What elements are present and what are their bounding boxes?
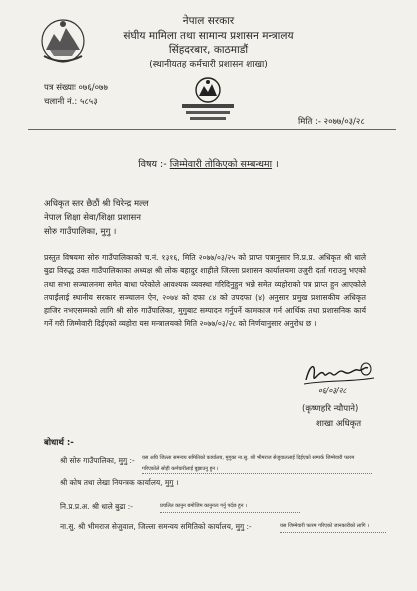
letterhead-line-2: संघीय मामिला तथा सामान्य प्रशासन मन्त्रालय [123, 30, 294, 42]
cc-heading: बोधार्थ :- [44, 438, 74, 448]
subject-value: जिम्मेवारी तोकिएको सम्बन्धमा [169, 159, 273, 170]
dispatch-number: चलानी नं.: ५८५३ [44, 97, 98, 107]
cc-item-1-note: यस अघि जिल्ला समन्वय समितिको कार्यालय, मुगुका ना.सु. श्री भीमराज सेजुवाललाई दिईएको सम्पर्क जिम्मेवारी फारम [142, 455, 355, 461]
cc-item-1-note-2: गरिएकोले सोही कर्मचारीलाई बुझाउनु हुन । [142, 466, 219, 472]
cc-item-2: श्री कोष तथा लेखा नियन्त्रक कार्यालय, मुगु । [60, 478, 179, 487]
letterhead-line-3: सिंहदरबार, काठमाडौं [168, 44, 249, 56]
cc-item-1: श्री सोरु गाउँपालिका, मुगु :- [60, 456, 135, 465]
cc-item-4-underline [280, 531, 386, 533]
header-divider [28, 129, 396, 130]
cc-item-3-note: प्रचलित कानुन बमोजिम कानुनतः गर्नु पर्दछ हुन । [160, 503, 247, 509]
letterhead-line-4: (स्थानीयतह कर्मचारी प्रशासन शाखा) [149, 60, 268, 70]
addressee-line-2: नेपाल शिक्षा सेवा/शिक्षा प्रशासन [44, 213, 141, 223]
letter-body: प्रस्तुत विषयमा सोरु गाउँपालिकाको च.नं. १३१६, मिति २०७७/०३/२५ को प्राप्त पत्रानुसार नि.प्र.प्र. अधिकृत श्री धाले बुढा विरुद्ध उक्त गाउँपालिकाका अध्यक्ष श्री लोक बहादुर शाहीले जिल्ला प्रशासन कार्यालयमा उजुरी दर्ता गराउनु भएको तथा सभा सञ्चालनमा समेत बाधा परेकोले आवश्यक व्यवस्था गरिदिनुहुन भन्ने समेत व्यहोराको पत्र प्राप्त हुन आएकोले तपाईंलाई स्थानीय सरकार सञ्चालन ऐन, २०७४ को दफा ८४ को उपदफा (४) अनुसार प्रमुख प्रशासकीय अधिकृत हाजिर नभएसम्मको लागि श्री सोरु गाउँपालिका, मुगुबाट सम्पादन गर्नुपर्ने कामकाज गर्न आर्थिक तथा प्रशासनिक कार्य गर्ने गरी जिम्मेवारी दिईएको व्यहोरा यस मन्त्रालयको मिति २०७७/०३/२८ को निर्णयानुसार अनुरोध छ । [44, 253, 366, 329]
letterhead-line-1: नेपाल सरकार [182, 15, 235, 27]
office-stamp-icon [180, 76, 236, 122]
letter-number: पत्र संख्याः ०७६/०७७ [44, 83, 108, 93]
subject-line [0, 157, 417, 170]
signatory-name: (कृष्णहरि न्यौपाने) [302, 404, 359, 414]
cc-item-3: नि.प्र.प्र.अ. श्री धाले बुढा :- [60, 502, 133, 511]
addressee-line-3: सोरु गाउँपालिका, मुगु । [44, 227, 117, 237]
letter-date: मिति :- २०७७/०३/२८ [298, 117, 365, 127]
subject-label: विषय :- [138, 159, 167, 170]
cc-item-4-note: यस जिम्मेवारी फारम गरिएको जानकारीको लागि । [280, 523, 370, 529]
addressee-line-1: अधिकृत स्तर छैठौं श्री चिरेन्द्र मल्ल [44, 199, 149, 209]
subject-end: । [275, 159, 279, 170]
signatory-title: शाखा अधिकृत [316, 419, 362, 429]
cc-item-1-underline [142, 472, 372, 474]
cc-item-4: ना.सु. श्री भीमराज सेजुवाल, जिल्ला समन्वय समितिको कार्यालय, मुगु :- [60, 522, 252, 531]
cc-item-3-underline [160, 511, 300, 513]
signature-date: ०६/०३/२८ [318, 386, 347, 395]
